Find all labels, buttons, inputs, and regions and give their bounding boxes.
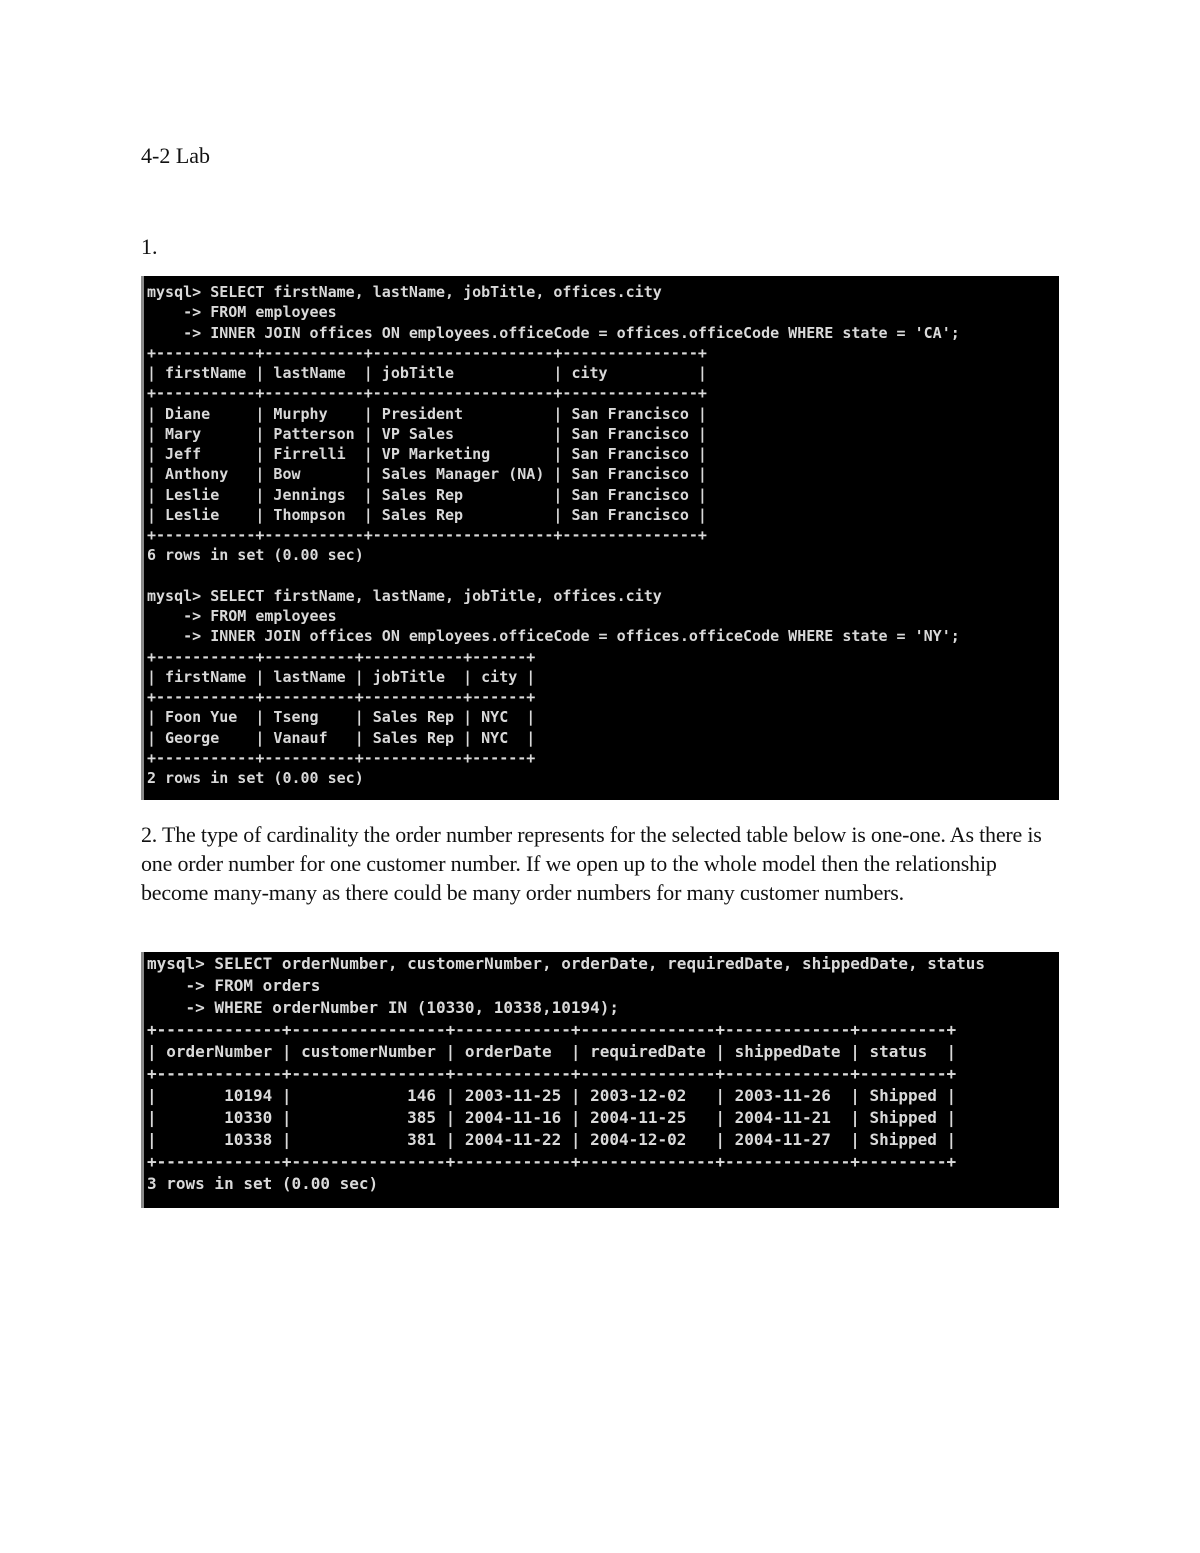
terminal1-line: +-----------+----------+-----------+------+ [147, 647, 536, 666]
terminal1-line: +-----------+----------+-----------+------+ [147, 748, 536, 767]
terminal1-line: -> FROM employees [147, 303, 337, 322]
terminal1-line: +-----------+-----------+--------------------+---------------+ [147, 384, 707, 403]
terminal1-line: | Leslie | Thompson | Sales Rep | San Francisco | [147, 505, 707, 524]
terminal2-line: -> WHERE orderNumber IN (10330, 10338,10194); [147, 998, 620, 1017]
terminal1-line: | George | Vanauf | Sales Rep | NYC | [147, 728, 536, 747]
terminal-output-1 [147, 282, 1059, 788]
terminal2-line: | 10194 | 146 | 2003-11-25 | 2003-12-02 | 2003-11-26 | Shipped | [147, 1086, 957, 1105]
terminal-screenshot-2 [141, 952, 1059, 1208]
terminal-screenshot-1 [141, 276, 1059, 800]
terminal1-line: -> INNER JOIN offices ON employees.officeCode = offices.officeCode WHERE state = 'CA'; [147, 323, 960, 342]
terminal2-line: | 10338 | 381 | 2004-11-22 | 2004-12-02 | 2004-11-27 | Shipped | [147, 1130, 957, 1149]
terminal2-line: | 10330 | 385 | 2004-11-16 | 2004-11-25 | 2004-11-21 | Shipped | [147, 1108, 957, 1127]
terminal1-line: 6 rows in set (0.00 sec) [147, 546, 364, 565]
terminal1-line: | Diane | Murphy | President | San Francisco | [147, 404, 707, 423]
terminal2-line: mysql> SELECT orderNumber, customerNumber, orderDate, requiredDate, shippedDate, status [147, 954, 986, 973]
terminal1-line: | Mary | Patterson | VP Sales | San Francisco | [147, 424, 707, 443]
terminal2-line: +-------------+----------------+------------+--------------+-------------+---------+ [147, 1020, 957, 1039]
terminal1-line: +-----------+-----------+--------------------+---------------+ [147, 526, 707, 544]
terminal1-line: | Leslie | Jennings | Sales Rep | San Francisco | [147, 485, 707, 504]
terminal1-line: mysql> SELECT firstName, lastName, jobTitle, offices.city [147, 586, 662, 605]
terminal1-line: +-----------+-----------+--------------------+---------------+ [147, 343, 707, 362]
terminal1-line: | Jeff | Firrelli | VP Marketing | San Francisco | [147, 445, 707, 463]
document-title: 4-2 Lab [141, 143, 211, 168]
terminal1-line: 2 rows in set (0.00 sec) [147, 769, 364, 787]
terminal1-line: | Foon Yue | Tseng | Sales Rep | NYC | [147, 708, 536, 727]
terminal2-line: +-------------+----------------+------------+--------------+-------------+---------+ [147, 1064, 957, 1083]
terminal1-line: -> INNER JOIN offices ON employees.officeCode = offices.officeCode WHERE state = 'NY'; [147, 627, 960, 646]
terminal1-line: -> FROM employees [147, 607, 337, 625]
terminal1-line: | firstName | lastName | jobTitle | city | [147, 667, 536, 686]
item-2-paragraph: 2. The type of cardinality the order number represents for the selected table below is one-one. As there is one order number for one customer number. If we open up to the whole model then the relationship become many-many as there could be many order numbers for many customer numbers. [141, 822, 1042, 905]
terminal1-line: | Anthony | Bow | Sales Manager (NA) | San Francisco | [147, 465, 707, 484]
terminal1-line: mysql> SELECT firstName, lastName, jobTitle, offices.city [147, 283, 662, 301]
terminal2-line: +-------------+----------------+------------+--------------+-------------+---------+ [147, 1152, 957, 1171]
terminal1-line: | firstName | lastName | jobTitle | city | [147, 364, 707, 382]
terminal1-line: +-----------+----------+-----------+------+ [147, 688, 536, 706]
terminal2-line: -> FROM orders [147, 976, 321, 995]
terminal2-line: | orderNumber | customerNumber | orderDate | requiredDate | shippedDate | status | [147, 1042, 957, 1061]
terminal2-line: 3 rows in set (0.00 sec) [147, 1174, 379, 1193]
terminal-output-2 [147, 953, 1059, 1195]
item-1-label: 1. [141, 234, 158, 259]
